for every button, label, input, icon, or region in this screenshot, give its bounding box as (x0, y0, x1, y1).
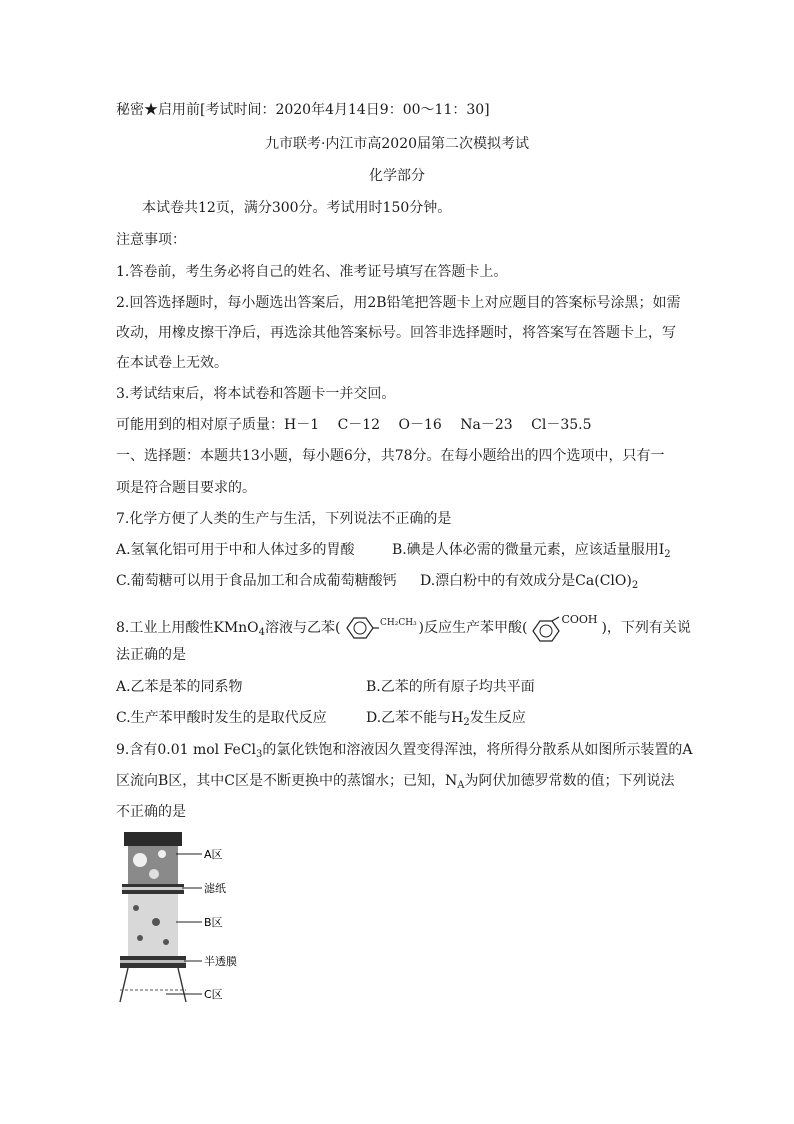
ethyl-label: CH₂CH₃ (379, 618, 417, 628)
ethylbenzene-structure (341, 614, 419, 642)
q7-option-d-sub: 2 (631, 580, 639, 591)
q8-sub-1: 4 (258, 627, 266, 638)
q7-option-b-text: B.碘是人体必需的微量元素，应该适量服用I (392, 542, 665, 558)
notes-heading: 注意事项： (116, 232, 186, 248)
q9-text-2b: 为阿伏加德罗常数的值；下列说法 (464, 773, 675, 789)
q9-sub-2: A (457, 780, 465, 791)
q7-option-a: A.氢氧化铝可用于中和人体过多的胃酸 (116, 542, 355, 558)
q9-stem-line-3: 不正确的是 (116, 804, 186, 820)
label-zone-a: A区 (204, 848, 223, 861)
bubble (133, 853, 147, 867)
q7-option-b (392, 540, 671, 565)
q9-stem-line-1 (116, 740, 693, 765)
note-2-line-2: 改动，用橡皮擦干净后，再选涂其他答案标号。回答非选择题时，将答案写在答题卡上，写 (116, 325, 676, 341)
note-3: 3.考试结束后，将本试卷和答题卡一并交回。 (116, 386, 396, 402)
top-cap (124, 832, 182, 846)
note-2-line-3: 在本试卷上无效。 (116, 355, 228, 371)
q9-sub-1: 3 (256, 749, 263, 760)
q8-option-d (366, 708, 526, 733)
bubble (149, 869, 159, 879)
q7-option-d-text: D.漂白粉中的有效成分是Ca(ClO) (420, 573, 632, 589)
dialysis-apparatus-figure (110, 830, 250, 1010)
q8-text-2: 溶液与乙苯( (265, 620, 341, 636)
q8-option-c: C.生产苯甲酸时发生的是取代反应 (116, 710, 327, 726)
q8-stem-line-1 (116, 613, 691, 643)
zone-b-body (128, 894, 178, 956)
label-membrane: 半透膜 (204, 955, 237, 968)
label-zone-b: B区 (204, 916, 223, 929)
q8-option-b: B.乙苯的所有原子均共平面 (366, 679, 535, 695)
section1-line-2: 项是符合题目要求的。 (116, 480, 256, 496)
intro-line: 本试卷共12页，满分300分。考试用时150分钟。 (142, 200, 452, 216)
q9-text-1b: 的氯化铁饱和溶液因久置变得浑浊，将所得分散系从如图所示装置的A (262, 742, 693, 758)
q9-text-1: 9.含有0.01 mol FeCl (116, 742, 257, 758)
q8-text-3: )反应生产苯甲酸( (418, 620, 528, 636)
q9-stem-line-2 (116, 771, 674, 796)
q7-option-c: C.葡萄糖可以用于食品加工和合成葡萄糖酸钙 (116, 573, 397, 589)
q8-option-d-post: 发生反应 (469, 710, 526, 726)
exam-title: 九市联考·内江市高2020届第二次模拟考试 (264, 136, 530, 152)
q7-option-b-sub: 2 (664, 549, 671, 560)
subject-title: 化学部分 (369, 168, 425, 184)
q7-stem: 7.化学方便了人类的生产与生活，下列说法不正确的是 (116, 511, 452, 527)
bubble (158, 850, 166, 858)
q9-text-2: 区流向B区，其中C区是不断更换中的蒸馏水；已知，N (116, 773, 458, 789)
q8-stem-line-2: 法正确的是 (116, 647, 186, 663)
q8-option-d-text: D.乙苯不能与H (366, 710, 464, 726)
section1-line-1: 一、选择题：本题共13小题，每小题6分，共78分。在每小题给出的四个选项中，只有一 (116, 448, 665, 464)
benzoic-acid-structure (527, 613, 601, 643)
q8-option-d-sub: 2 (463, 717, 470, 728)
note-2-line-1: 2.回答选择题时，每小题选出答案后，用2B铅笔把答题卡上对应题目的答案标号涂黑；如需 (116, 295, 681, 311)
q8-text-1: 8.工业上用酸性KMnO (116, 620, 259, 636)
label-filter-paper: 滤纸 (204, 882, 226, 895)
note-1: 1.答卷前，考生务必将自己的姓名、准考证号填写在答题卡上。 (116, 264, 508, 280)
q7-option-d (420, 571, 638, 596)
secret-line: 秘密★启用前[考试时间：2020年4月14日9：00～11：30] (116, 102, 490, 118)
atomic-mass-line: 可能用到的相对原子质量：H－1 C－12 O－16 Na－23 Cl－35.5 (116, 417, 592, 433)
label-zone-c: C区 (204, 988, 223, 1001)
cooh-label: COOH (561, 613, 598, 626)
q8-option-a: A.乙苯是苯的同系物 (116, 679, 243, 695)
q8-text-4: )，下列有关说 (601, 620, 691, 636)
